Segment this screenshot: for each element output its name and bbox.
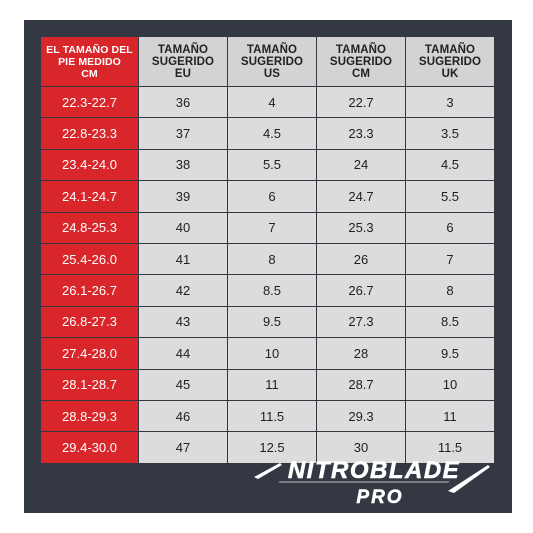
cm-size-cell: 24.7 [317,181,406,212]
table-row [41,181,495,212]
header-suggested-us: TAMAÑO SUGERIDO US [228,37,317,87]
header-suggested-uk: TAMAÑO SUGERIDO UK [406,37,495,87]
uk-size-cell: 3 [406,87,495,118]
table-row [41,118,495,149]
table-row [41,338,495,369]
table-row [41,243,495,274]
foot-size-cm-cell: 28.8-29.3 [41,400,139,431]
table-row [41,400,495,431]
foot-size-cm-cell: 26.8-27.3 [41,306,139,337]
uk-size-cell: 6 [406,212,495,243]
us-size-cell: 8.5 [228,275,317,306]
us-size-cell: 8 [228,243,317,274]
eu-size-cell: 38 [139,149,228,180]
foot-size-cm-cell: 27.4-28.0 [41,338,139,369]
us-size-cell: 9.5 [228,306,317,337]
foot-size-cm-cell: 22.3-22.7 [41,87,139,118]
eu-size-cell: 43 [139,306,228,337]
uk-size-cell: 8.5 [406,306,495,337]
cm-size-cell: 26.7 [317,275,406,306]
eu-size-cell: 39 [139,181,228,212]
uk-size-cell: 4.5 [406,149,495,180]
us-size-cell: 6 [228,181,317,212]
uk-size-cell: 7 [406,243,495,274]
us-size-cell: 12.5 [228,432,317,463]
us-size-cell: 10 [228,338,317,369]
header-row [41,37,495,87]
eu-size-cell: 36 [139,87,228,118]
uk-size-cell: 8 [406,275,495,306]
eu-size-cell: 37 [139,118,228,149]
eu-size-cell: 47 [139,432,228,463]
foot-size-cm-cell: 23.4-24.0 [41,149,139,180]
cm-size-cell: 27.3 [317,306,406,337]
cm-size-cell: 30 [317,432,406,463]
uk-size-cell: 10 [406,369,495,400]
us-size-cell: 4.5 [228,118,317,149]
foot-size-cm-cell: 28.1-28.7 [41,369,139,400]
table-row [41,306,495,337]
uk-size-cell: 3.5 [406,118,495,149]
us-size-cell: 7 [228,212,317,243]
logo-text-nitroblade: NITROBLADE [287,457,461,484]
cm-size-cell: 26 [317,243,406,274]
nitroblade-pro-logo [250,455,495,507]
eu-size-cell: 45 [139,369,228,400]
header-suggested-eu: TAMAÑO SUGERIDO EU [139,37,228,87]
foot-size-cm-cell: 25.4-26.0 [41,243,139,274]
cm-size-cell: 29.3 [317,400,406,431]
table-row [41,369,495,400]
foot-size-cm-cell: 29.4-30.0 [41,432,139,463]
foot-size-cm-cell: 24.8-25.3 [41,212,139,243]
foot-size-cm-cell: 26.1-26.7 [41,275,139,306]
size-chart-table [40,36,495,464]
eu-size-cell: 44 [139,338,228,369]
uk-size-cell: 11.5 [406,432,495,463]
table-row [41,87,495,118]
eu-size-cell: 46 [139,400,228,431]
us-size-cell: 11 [228,369,317,400]
cm-size-cell: 25.3 [317,212,406,243]
header-foot-size-cm: EL TAMAÑO DEL PIE MEDIDO CM [41,37,139,87]
us-size-cell: 4 [228,87,317,118]
cm-size-cell: 23.3 [317,118,406,149]
eu-size-cell: 42 [139,275,228,306]
foot-size-cm-cell: 24.1-24.7 [41,181,139,212]
table-row [41,212,495,243]
uk-size-cell: 9.5 [406,338,495,369]
cm-size-cell: 28 [317,338,406,369]
us-size-cell: 11.5 [228,400,317,431]
eu-size-cell: 40 [139,212,228,243]
table-row [41,149,495,180]
table-row [41,275,495,306]
header-suggested-cm: TAMAÑO SUGERIDO CM [317,37,406,87]
cm-size-cell: 22.7 [317,87,406,118]
eu-size-cell: 41 [139,243,228,274]
foot-size-cm-cell: 22.8-23.3 [41,118,139,149]
uk-size-cell: 11 [406,400,495,431]
logo-text-pro: PRO [356,487,404,507]
us-size-cell: 5.5 [228,149,317,180]
cm-size-cell: 24 [317,149,406,180]
uk-size-cell: 5.5 [406,181,495,212]
cm-size-cell: 28.7 [317,369,406,400]
